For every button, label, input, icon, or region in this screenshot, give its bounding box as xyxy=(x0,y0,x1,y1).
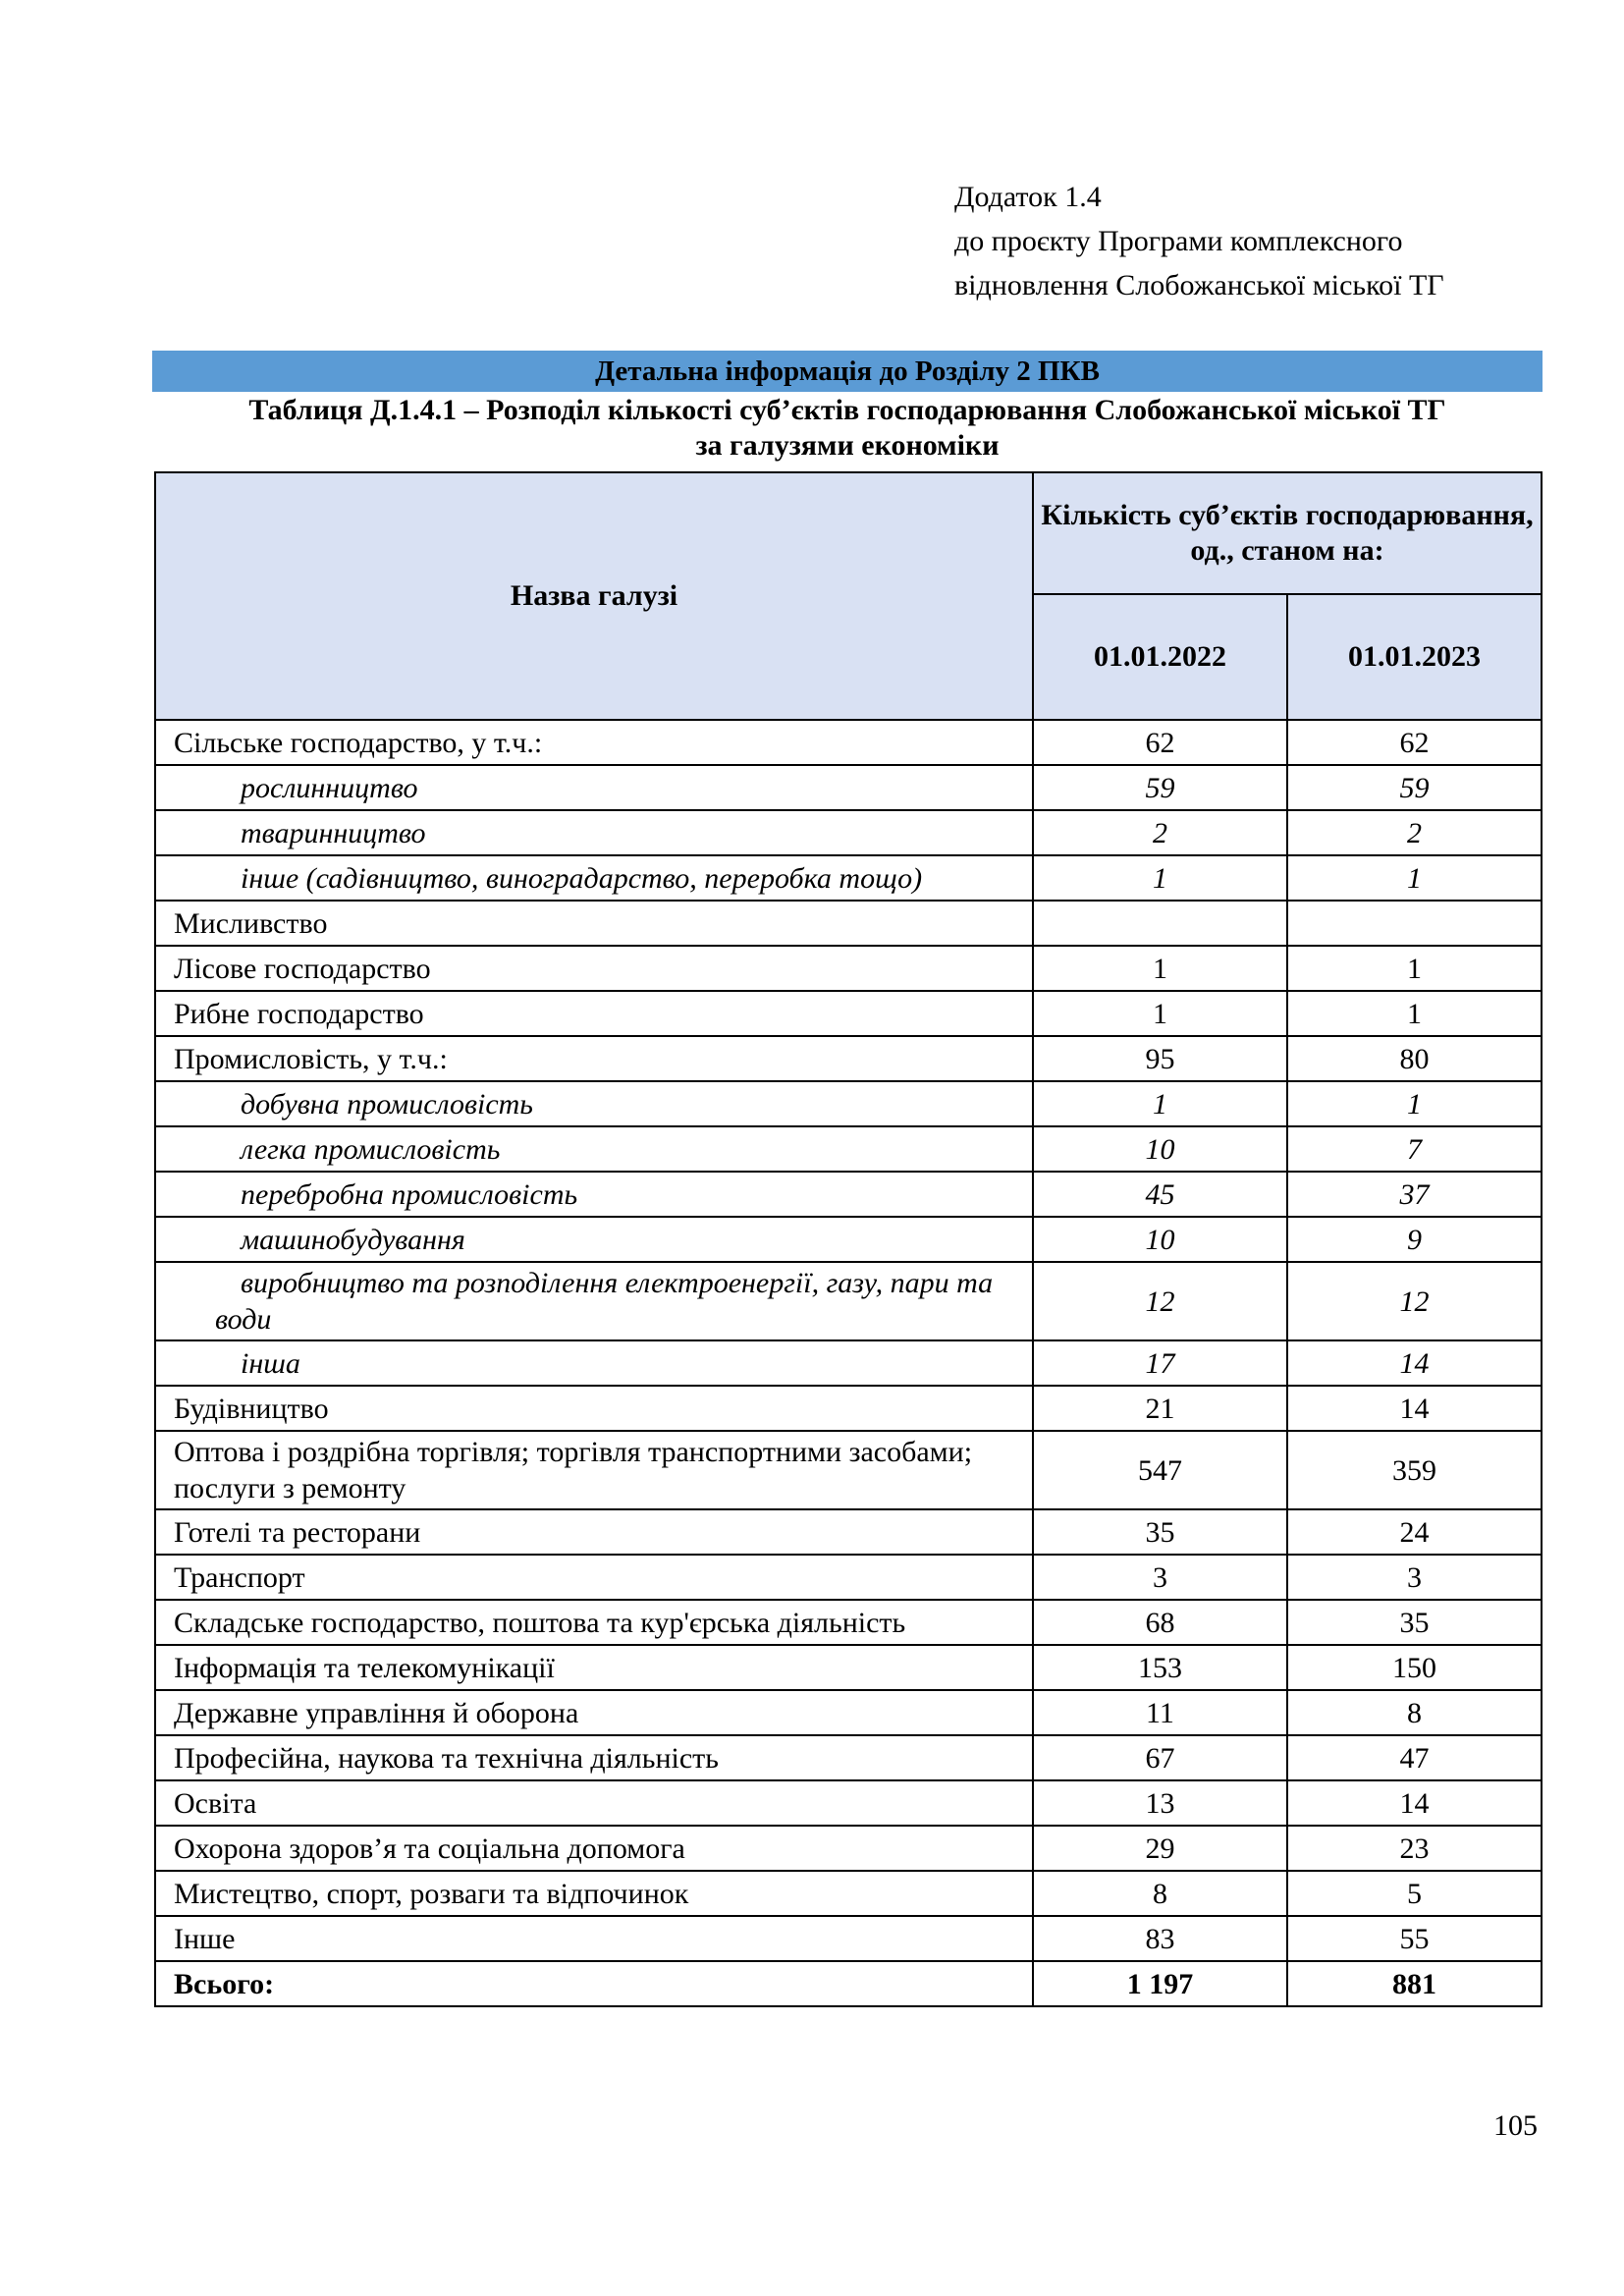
table-row xyxy=(155,901,1542,946)
row-name: інше (садівництво, виноградарство, переробка тощо) xyxy=(155,855,1033,901)
table-row xyxy=(155,946,1542,991)
row-value-2022: 547 xyxy=(1033,1431,1287,1509)
row-value-2022: 13 xyxy=(1033,1780,1287,1826)
row-value-2022 xyxy=(1033,901,1287,946)
section-banner: Детальна інформація до Розділу 2 ПКВ xyxy=(152,351,1543,392)
row-name: Інше xyxy=(155,1916,1033,1961)
row-value-2022: 21 xyxy=(1033,1386,1287,1431)
row-value-2023: 150 xyxy=(1287,1645,1542,1690)
row-value-2023: 1 xyxy=(1287,946,1542,991)
table-row xyxy=(155,1780,1542,1826)
row-value-2023: 1 xyxy=(1287,991,1542,1036)
row-value-2022: 12 xyxy=(1033,1262,1287,1340)
row-value-2023: 62 xyxy=(1287,720,1542,765)
row-name: рослинництво xyxy=(155,765,1033,810)
row-name: Будівництво xyxy=(155,1386,1033,1431)
row-value-2022: 1 xyxy=(1033,1081,1287,1126)
row-value-2023: 3 xyxy=(1287,1555,1542,1600)
row-name: Оптова і роздрібна торгівля; торгівля транспортними засобами; послуги з ремонту xyxy=(155,1431,1033,1509)
table-row xyxy=(155,810,1542,855)
table-row xyxy=(155,1735,1542,1780)
table-row xyxy=(155,1386,1542,1431)
table-row xyxy=(155,1126,1542,1172)
row-name: Охорона здоров’я та соціальна допомога xyxy=(155,1826,1033,1871)
header-industry-name: Назва галузі xyxy=(155,472,1033,720)
table-row-total xyxy=(155,1961,1542,2006)
row-name: Лісове господарство xyxy=(155,946,1033,991)
row-value-2023: 14 xyxy=(1287,1340,1542,1386)
row-name: тваринництво xyxy=(155,810,1033,855)
table-caption-line-2: за галузями економіки xyxy=(695,429,1000,462)
row-name: перебробна промисловість xyxy=(155,1172,1033,1217)
row-name: інша xyxy=(155,1340,1033,1386)
row-value-2022: 10 xyxy=(1033,1126,1287,1172)
appendix-line-1: Додаток 1.4 xyxy=(954,181,1102,213)
row-value-2023: 80 xyxy=(1287,1036,1542,1081)
table-caption xyxy=(152,393,1543,464)
row-value-2022: 11 xyxy=(1033,1690,1287,1735)
table-row xyxy=(155,1600,1542,1645)
row-name: Державне управління й оборона xyxy=(155,1690,1033,1735)
row-value-2023: 14 xyxy=(1287,1386,1542,1431)
row-value-2022: 2 xyxy=(1033,810,1287,855)
row-value-2022: 10 xyxy=(1033,1217,1287,1262)
row-name: Промисловість, у т.ч.: xyxy=(155,1036,1033,1081)
table-row xyxy=(155,765,1542,810)
table-row xyxy=(155,1645,1542,1690)
row-name: Інформація та телекомунікації xyxy=(155,1645,1033,1690)
row-value-2022: 35 xyxy=(1033,1509,1287,1555)
row-value-2022: 3 xyxy=(1033,1555,1287,1600)
table-row xyxy=(155,1509,1542,1555)
page-number: 105 xyxy=(1493,2109,1538,2142)
table-row xyxy=(155,1431,1542,1509)
row-value-2023: 881 xyxy=(1287,1961,1542,2006)
table-row xyxy=(155,1340,1542,1386)
row-value-2022: 1 197 xyxy=(1033,1961,1287,2006)
table-row xyxy=(155,1826,1542,1871)
row-name: легка промисловість xyxy=(155,1126,1033,1172)
row-value-2023: 359 xyxy=(1287,1431,1542,1509)
table-row xyxy=(155,1262,1542,1340)
header-group: Кількість суб’єктів господарювання, од., станом на: xyxy=(1033,472,1542,594)
table-row xyxy=(155,1172,1542,1217)
table-row xyxy=(155,1217,1542,1262)
table-row xyxy=(155,1555,1542,1600)
row-value-2022: 8 xyxy=(1033,1871,1287,1916)
row-value-2022: 95 xyxy=(1033,1036,1287,1081)
row-value-2023: 35 xyxy=(1287,1600,1542,1645)
header-date-2022: 01.01.2022 xyxy=(1033,594,1287,720)
row-value-2022: 153 xyxy=(1033,1645,1287,1690)
row-value-2023: 12 xyxy=(1287,1262,1542,1340)
header-date-2023: 01.01.2023 xyxy=(1287,594,1542,720)
table-row xyxy=(155,1916,1542,1961)
row-name: Складське господарство, поштова та кур'єрська діяльність xyxy=(155,1600,1033,1645)
row-name: Мистецтво, спорт, розваги та відпочинок xyxy=(155,1871,1033,1916)
row-value-2022: 62 xyxy=(1033,720,1287,765)
row-name: Транспорт xyxy=(155,1555,1033,1600)
table-row xyxy=(155,720,1542,765)
row-name: машинобудування xyxy=(155,1217,1033,1262)
table-row xyxy=(155,855,1542,901)
row-value-2023: 5 xyxy=(1287,1871,1542,1916)
appendix-note xyxy=(954,175,1444,307)
row-value-2022: 83 xyxy=(1033,1916,1287,1961)
row-name: Освіта xyxy=(155,1780,1033,1826)
row-name: добувна промисловість xyxy=(155,1081,1033,1126)
row-value-2023 xyxy=(1287,901,1542,946)
row-value-2023: 9 xyxy=(1287,1217,1542,1262)
row-value-2022: 59 xyxy=(1033,765,1287,810)
industry-table xyxy=(154,471,1543,2007)
row-value-2023: 23 xyxy=(1287,1826,1542,1871)
row-value-2023: 2 xyxy=(1287,810,1542,855)
row-value-2022: 68 xyxy=(1033,1600,1287,1645)
row-value-2023: 1 xyxy=(1287,1081,1542,1126)
row-value-2023: 59 xyxy=(1287,765,1542,810)
table-row xyxy=(155,1081,1542,1126)
table-row xyxy=(155,991,1542,1036)
row-value-2022: 45 xyxy=(1033,1172,1287,1217)
row-value-2023: 8 xyxy=(1287,1690,1542,1735)
appendix-line-2: до проєкту Програми комплексного xyxy=(954,225,1403,257)
row-value-2023: 14 xyxy=(1287,1780,1542,1826)
row-value-2023: 47 xyxy=(1287,1735,1542,1780)
row-value-2023: 24 xyxy=(1287,1509,1542,1555)
row-value-2023: 37 xyxy=(1287,1172,1542,1217)
row-value-2022: 1 xyxy=(1033,855,1287,901)
row-name: виробництво та розподілення електроенергії, газу, пари та води xyxy=(155,1262,1033,1340)
row-name: Готелі та ресторани xyxy=(155,1509,1033,1555)
row-value-2022: 67 xyxy=(1033,1735,1287,1780)
row-value-2023: 7 xyxy=(1287,1126,1542,1172)
row-value-2022: 1 xyxy=(1033,991,1287,1036)
row-name: Сільське господарство, у т.ч.: xyxy=(155,720,1033,765)
row-value-2023: 1 xyxy=(1287,855,1542,901)
table-row xyxy=(155,1690,1542,1735)
row-name: Мисливство xyxy=(155,901,1033,946)
table-row xyxy=(155,1036,1542,1081)
table-row xyxy=(155,1871,1542,1916)
row-value-2023: 55 xyxy=(1287,1916,1542,1961)
row-value-2022: 1 xyxy=(1033,946,1287,991)
appendix-line-3: відновлення Слобожанської міської ТГ xyxy=(954,269,1444,301)
row-value-2022: 29 xyxy=(1033,1826,1287,1871)
row-name: Всього: xyxy=(155,1961,1033,2006)
row-name: Рибне господарство xyxy=(155,991,1033,1036)
row-name: Професійна, наукова та технічна діяльність xyxy=(155,1735,1033,1780)
row-value-2022: 17 xyxy=(1033,1340,1287,1386)
table-caption-line-1: Таблиця Д.1.4.1 – Розподіл кількості суб’єктів господарювання Слобожанської міської ТГ xyxy=(248,394,1446,426)
